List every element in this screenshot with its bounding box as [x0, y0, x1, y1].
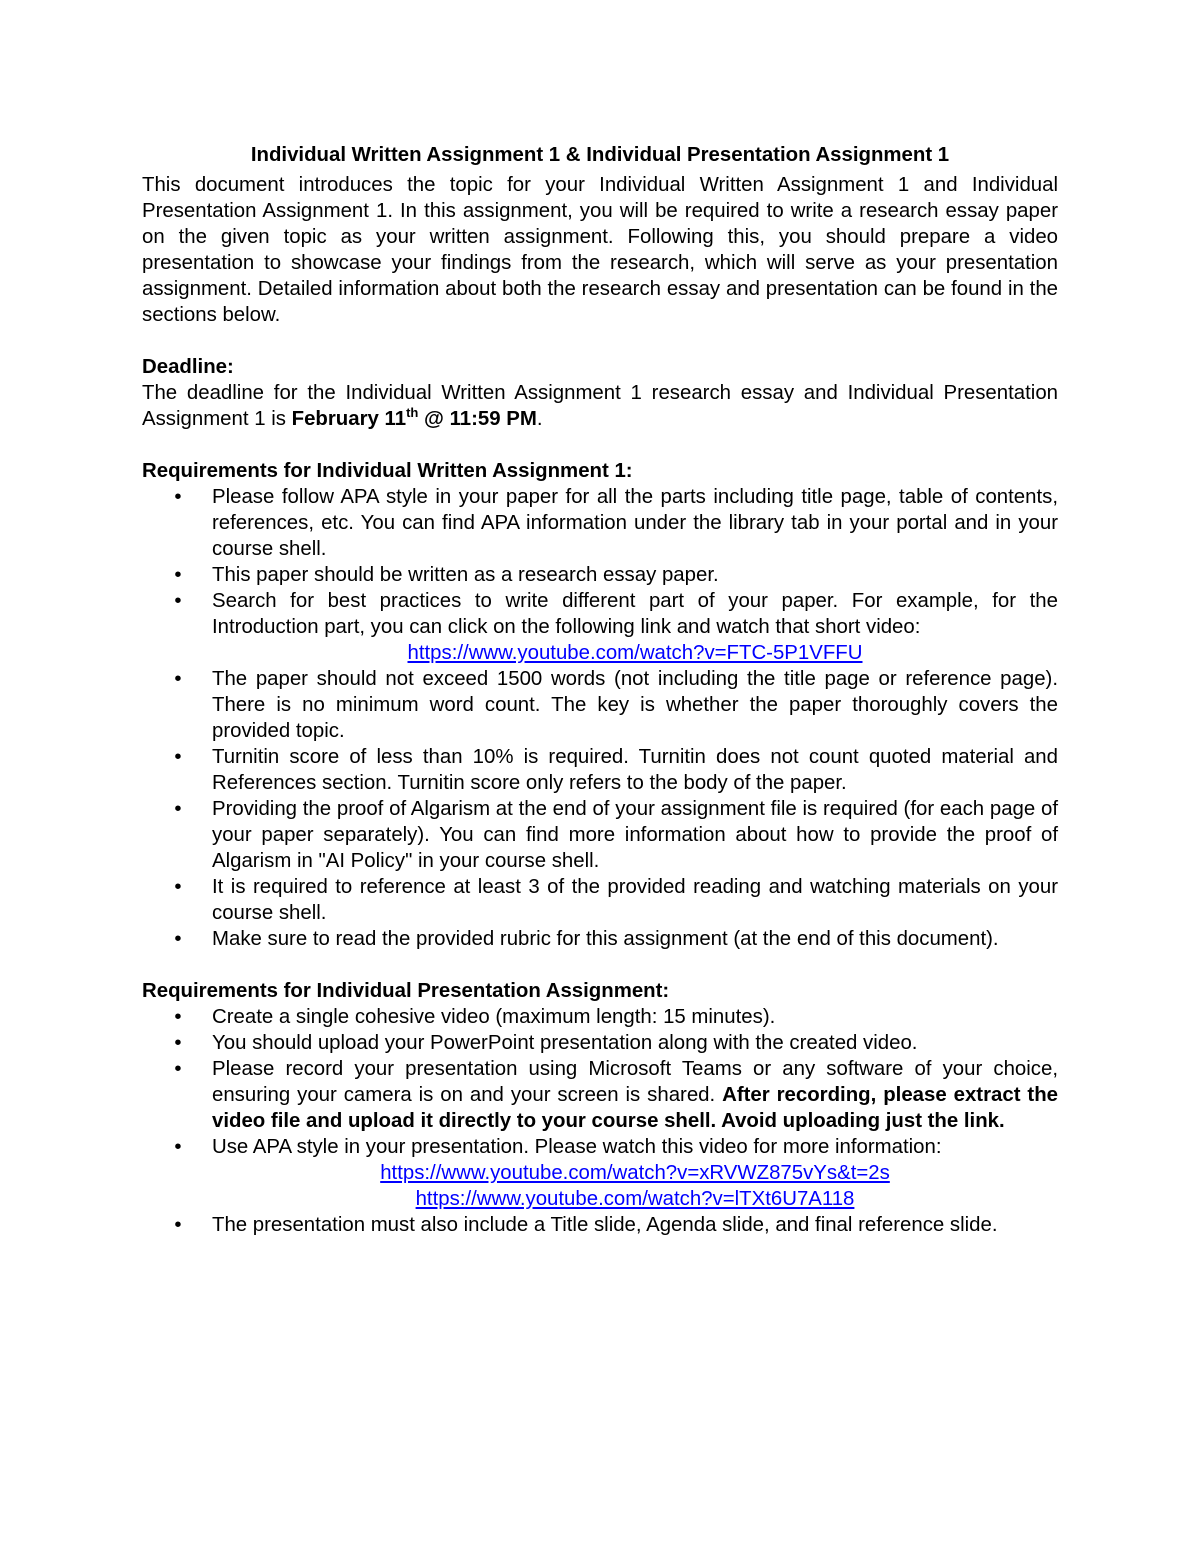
list-item	[142, 926, 1058, 952]
list-item	[142, 1004, 1058, 1030]
bullet-icon: •	[174, 876, 182, 898]
list-item-text: The paper should not exceed 1500 words (not including the title page or reference page). There is no minimum word count. The key is whether the paper thoroughly covers the provided topic.	[212, 668, 1058, 742]
deadline-text: The deadline for the Individual Written Assignment 1 research essay and Individual Presentation Assignment 1 is	[142, 382, 1058, 430]
list-item-text: It is required to reference at least 3 of the provided reading and watching materials on your course shell.	[212, 876, 1058, 924]
presentation-requirements-heading: Requirements for Individual Presentation Assignment:	[142, 980, 670, 1002]
apa-video-link-2[interactable]: https://www.youtube.com/watch?v=lTXt6U7A118	[415, 1188, 855, 1210]
list-item	[142, 666, 1058, 744]
written-requirements-list	[142, 484, 1058, 952]
bullet-icon: •	[174, 564, 182, 586]
bullet-icon: •	[174, 798, 182, 820]
written-requirements-heading: Requirements for Individual Written Assignment 1:	[142, 460, 633, 482]
bullet-icon: •	[174, 1214, 182, 1236]
document-title: Individual Written Assignment 1 & Individual Presentation Assignment 1	[250, 144, 950, 166]
list-item	[142, 1056, 1058, 1134]
list-item	[142, 796, 1058, 874]
list-item-text: Use APA style in your presentation. Please watch this video for more information:	[212, 1136, 942, 1158]
list-item-text: Please record your presentation using Microsoft Teams or any software of your choice, ensuring your camera is on and your screen is shared.	[212, 1058, 1058, 1106]
list-item-text: Create a single cohesive video (maximum length: 15 minutes).	[212, 1006, 776, 1028]
list-item-text: Search for best practices to write different part of your paper. For example, for the Introduction part, you can click on the following link and watch that short video:	[212, 590, 1058, 638]
bullet-icon: •	[174, 590, 182, 612]
list-item-text: Turnitin score of less than 10% is required. Turnitin does not count quoted material and References section. Turnitin score only refers to the body of the paper.	[212, 746, 1058, 794]
bullet-icon: •	[174, 1032, 182, 1054]
bullet-icon: •	[174, 1006, 182, 1028]
intro-paragraph: This document introduces the topic for your Individual Written Assignment 1 and Individual Presentation Assignment 1. In this assignment, you will be required to write a research essay paper on the given topic as your written assignment. Following this, you should prepare a video presentation to showcase your findings from the research, which will serve as your presentation assignment. Detailed information about both the research essay and presentation can be found in the sections below.	[142, 174, 1058, 326]
introduction-video-link[interactable]: https://www.youtube.com/watch?v=FTC-5P1VFFU	[407, 642, 863, 664]
deadline-period: .	[536, 408, 543, 430]
list-item-text: Providing the proof of Algarism at the end of your assignment file is required (for each page of your paper separately). You can find more information about how to provide the proof of Algarism in "AI Policy" in your course shell.	[212, 798, 1058, 872]
document-content	[142, 138, 1058, 1238]
apa-video-link-1[interactable]: https://www.youtube.com/watch?v=xRVWZ875vYs&t=2s	[380, 1162, 890, 1184]
bullet-icon: •	[174, 746, 182, 768]
list-item-text: You should upload your PowerPoint presentation along with the created video.	[212, 1032, 918, 1054]
list-item	[142, 562, 1058, 588]
list-item	[142, 484, 1058, 562]
list-item	[142, 874, 1058, 926]
deadline-date: February 11	[291, 408, 407, 430]
bullet-icon: •	[174, 1136, 182, 1158]
list-item	[142, 1030, 1058, 1056]
list-item-bold-text: After recording, please extract the video file and upload it directly to your course shell. Avoid uploading just the link.	[212, 1084, 1058, 1132]
list-item-text: Please follow APA style in your paper for all the parts including title page, table of contents, references, etc. You can find APA information under the library tab in your portal and in your course shell.	[212, 486, 1058, 560]
list-item	[142, 744, 1058, 796]
list-item-text: This paper should be written as a research essay paper.	[212, 564, 719, 586]
bullet-icon: •	[174, 486, 182, 508]
list-item	[142, 1212, 1058, 1238]
deadline-heading: Deadline:	[142, 356, 234, 378]
presentation-requirements-list	[142, 1004, 1058, 1238]
list-item	[142, 588, 1058, 666]
bullet-icon: •	[174, 928, 182, 950]
deadline-time: @ 11:59 PM	[418, 408, 537, 430]
list-item	[142, 1134, 1058, 1212]
bullet-icon: •	[174, 1058, 182, 1080]
list-item-text: The presentation must also include a Title slide, Agenda slide, and final reference slide.	[212, 1214, 998, 1236]
bullet-icon: •	[174, 668, 182, 690]
deadline-date-suffix: th	[406, 405, 419, 421]
list-item-text: Make sure to read the provided rubric for this assignment (at the end of this document).	[212, 928, 999, 950]
deadline-paragraph	[142, 380, 1058, 432]
